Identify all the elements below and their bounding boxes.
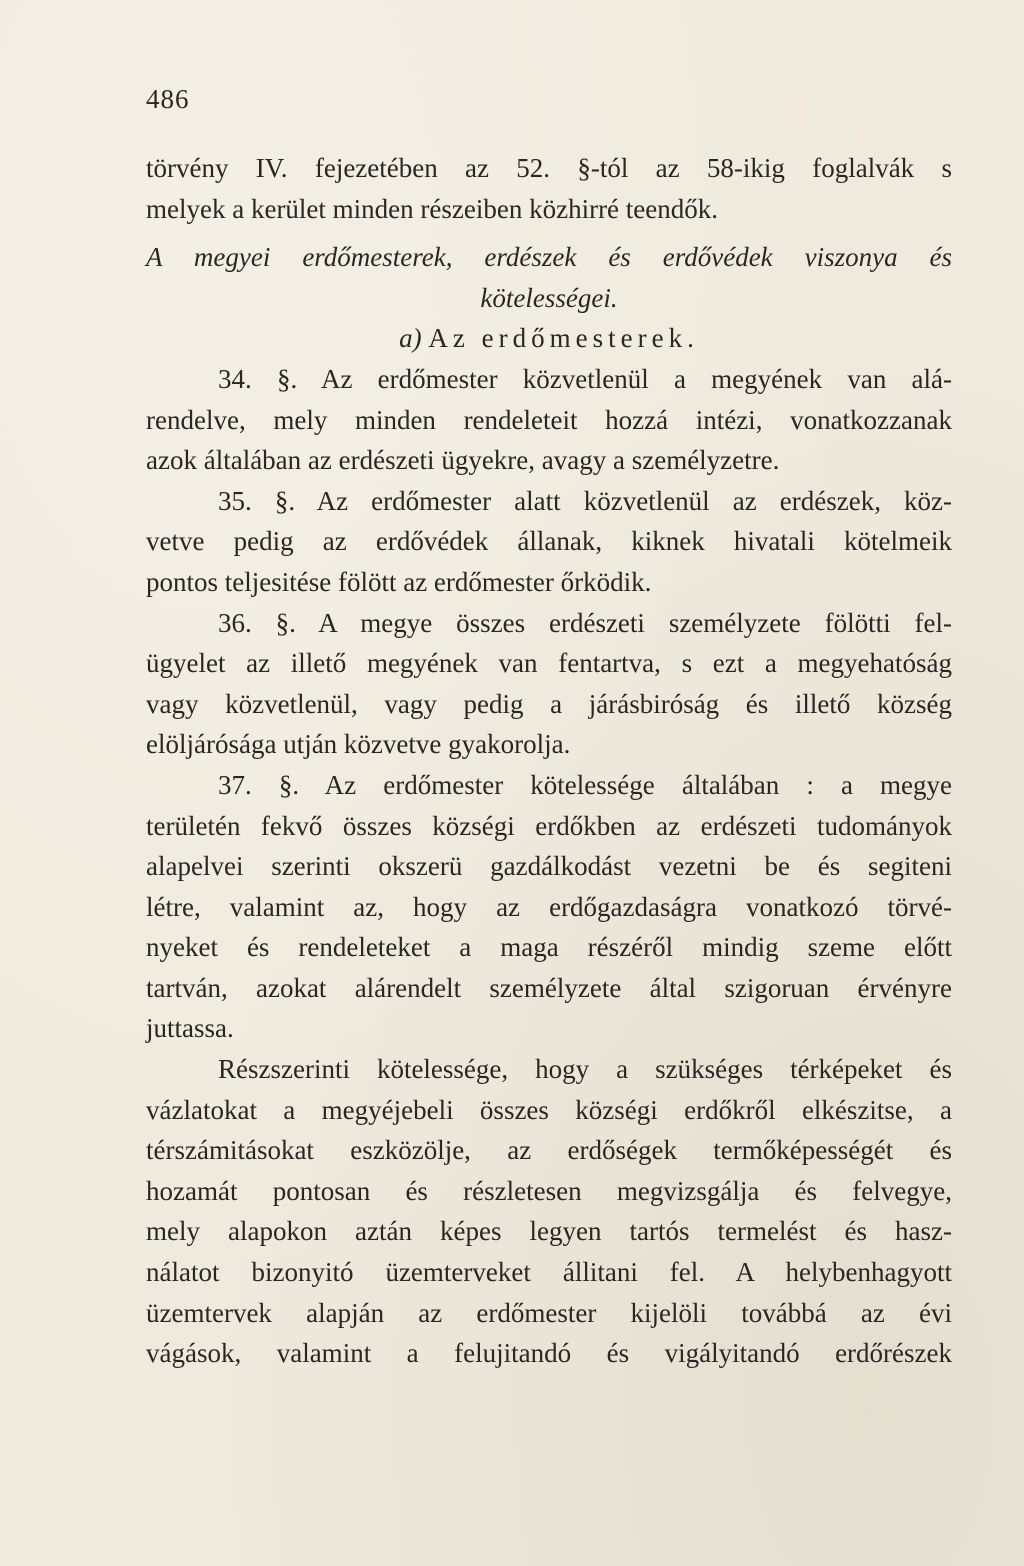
page-number: 486 xyxy=(146,84,190,114)
paragraph-duties-line: Részszerinti kötelessége, hogy a szükséges térképeket és xyxy=(218,1054,952,1085)
subsection-heading xyxy=(146,318,952,359)
paragraph-34-line: rendelve, mely minden rendeleteit hozzá intézi, vonatkozzanak xyxy=(146,404,952,435)
paragraph-37-line: juttassa. xyxy=(146,1013,234,1044)
paragraph-35-line: 35. §. Az erdőmester alatt közvetlenül az erdészek, köz- xyxy=(218,485,952,516)
paragraph-duties-line: mely alapokon aztán képes legyen tartós termelést és hasz- xyxy=(146,1216,952,1247)
paragraph-37-line: alapelvei szerinti okszerü gazdálkodást vezetni be és segiteni xyxy=(146,851,952,882)
paragraph-37-line: nyeket és rendeleteket a maga részéről mindig szeme előtt xyxy=(146,932,952,963)
paragraph-36-line: 36. §. A megye összes erdészeti személyzete fölötti fel- xyxy=(218,607,952,638)
text-line: melyek a kerület minden részeiben közhirré teendők. xyxy=(146,193,719,224)
paragraph-37-line: tartván, azokat alárendelt személyzete által szigoruan érvényre xyxy=(146,972,952,1003)
paragraph-duties-line: vágások, valamint a felujitandó és vigályitandó erdőrészek xyxy=(146,1338,952,1369)
subsection-title: Az erdőmesterek. xyxy=(428,323,699,354)
paragraph-duties-line: nálatot bizonyitó üzemterveket állitani fel. A helybenhagyott xyxy=(146,1257,952,1288)
subsection-letter: a) xyxy=(399,323,422,354)
paragraph-36-line: ügyelet az illető megyének van fentartva, s ezt a megyehatóság xyxy=(146,648,952,679)
body-text xyxy=(146,148,952,1374)
paragraph-35-line: pontos teljesitése fölött az erdőmester őrködik. xyxy=(146,566,652,597)
paragraph-35-line: vetve pedig az erdővédek állanak, kiknek hivatali kötelmeik xyxy=(146,526,952,557)
paragraph-37-line: létre, valamint az, hogy az erdőgazdaságra vonatkozó törvé- xyxy=(146,891,952,922)
paragraph-37-line: területén fekvő összes községi erdőkben az erdészeti tudományok xyxy=(146,810,952,841)
paragraph-duties-line: térszámitásokat eszközölje, az erdőségek termőképességét és xyxy=(146,1135,952,1166)
section-heading-cont: kötelességei. xyxy=(480,282,618,313)
paragraph-34-line: azok általában az erdészeti ügyekre, avagy a személyzetre. xyxy=(146,445,780,476)
paragraph-36-line: vagy közvetlenül, vagy pedig a járásbiróság és illető község xyxy=(146,688,952,719)
text-line: törvény IV. fejezetében az 52. §-tól az 58-ikig foglalvák s xyxy=(146,153,952,183)
paragraph-duties-line: hozamát pontosan és részletesen megvizsgálja és felvegye, xyxy=(146,1175,952,1206)
section-heading: A megyei erdőmesterek, erdészek és erdővédek viszonya és xyxy=(146,242,952,273)
paragraph-34-line: 34. §. Az erdőmester közvetlenül a megyének van alá- xyxy=(218,363,952,394)
paragraph-37-line: 37. §. Az erdőmester kötelessége általában : a megye xyxy=(218,769,952,800)
paragraph-duties-line: üzemtervek alapján az erdőmester kijelöli továbbá az évi xyxy=(146,1297,952,1328)
paragraph-36-line: elöljárósága utján közvetve gyakorolja. xyxy=(146,729,571,760)
paragraph-duties-line: vázlatokat a megyéjebeli összes községi erdőkről elkészitse, a xyxy=(146,1094,952,1125)
